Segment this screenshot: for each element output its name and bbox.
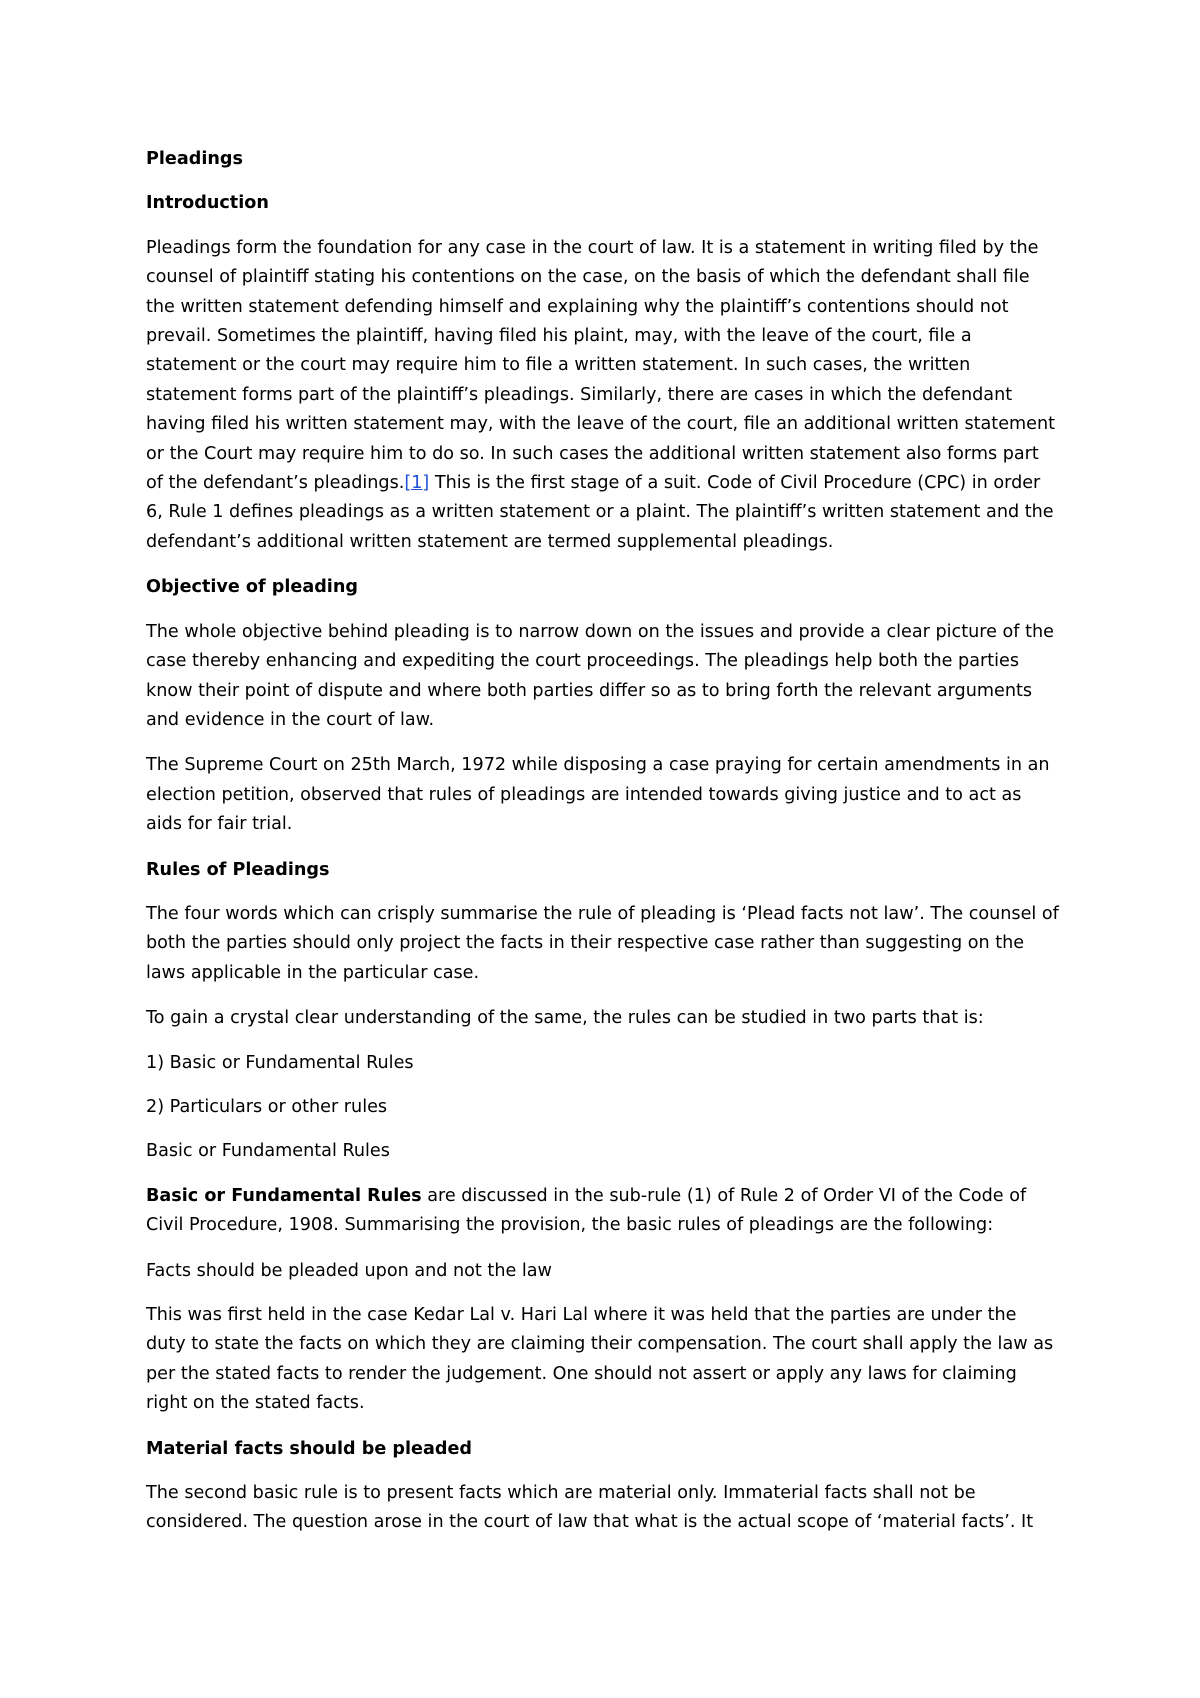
paragraph-basic-rules bbox=[146, 1182, 1061, 1241]
list-item-particulars: 2) Particulars or other rules bbox=[146, 1096, 388, 1117]
subheading-basic-rules: Basic or Fundamental Rules bbox=[146, 1141, 390, 1162]
basic-rules-text: are discussed in the sub-rule (1) of Rule 2 of Order VI of the Code of Civil Procedure, 1908. Summarising the provision, the basic rules of pleadings are the following: bbox=[146, 1185, 1027, 1236]
paragraph-material-facts: The second basic rule is to present facts which are material only. Immaterial facts shall not be considered. The question arose in the court of law that what is the actual scope of ‘material facts’. It bbox=[146, 1483, 1034, 1533]
document-title: Pleadings bbox=[146, 149, 243, 169]
introduction-text-part-2: This is the first stage of a suit. Code of Civil Procedure (CPC) in order 6, Rule 1 defines pleadings as a written statement or a plaint. The plaintiff’s written statement and the defendant’s additional written statement are termed supplemental pleadings. bbox=[146, 473, 1054, 552]
section-heading-introduction: Introduction bbox=[146, 193, 269, 214]
section-heading-objective: Objective of pleading bbox=[146, 577, 358, 598]
section-heading-rules: Rules of Pleadings bbox=[146, 859, 330, 880]
paragraph-introduction bbox=[146, 234, 1061, 557]
list-item-basic-rules: 1) Basic or Fundamental Rules bbox=[146, 1052, 414, 1073]
section-heading-material-facts: Material facts should be pleaded bbox=[146, 1438, 472, 1459]
basic-rules-bold-label: Basic or Fundamental Rules bbox=[146, 1185, 422, 1206]
paragraph-kedar-lal: This was first held in the case Kedar Lal v. Hari Lal where it was held that the parties are under the duty to state the facts on which they are claiming their compensation. The court shall apply the law as per the stated facts to render the judgement. One should not assert or apply any laws for claiming right on the stated facts. bbox=[146, 1305, 1054, 1414]
footnote-link[interactable]: [1] bbox=[404, 473, 430, 494]
paragraph-rules: The four words which can crisply summarise the rule of pleading is ‘Plead facts not law’. The counsel of both the parties should only project the facts in their respective case rather than suggesting on the laws applicable in the particular case. bbox=[146, 903, 1059, 983]
paragraph-two-parts: To gain a crystal clear understanding of the same, the rules can be studied in two parts that is: bbox=[146, 1008, 984, 1029]
introduction-text-part-1: Pleadings form the foundation for any case in the court of law. It is a statement in writing filed by the counsel of plaintiff stating his contentions on the case, on the basis of which the defendant shall file the written statement defending himself and explaining why the plaintiff’s contentions should not prevail. Sometimes the plaintiff, having filed his plaint, may, with the leave of the court, file a statement or the court may require him to file a written statement. In such cases, the written statement forms part of the plaintiff’s pleadings. Similarly, there are cases in which the defendant having filed his written statement may, with the leave of the court, file an additional written statement or the Court may require him to do so. In such cases the additional written statement also forms part of the defendant’s pleadings. bbox=[146, 237, 1056, 494]
document-body bbox=[146, 145, 1061, 1554]
rule-facts-not-law: Facts should be pleaded upon and not the law bbox=[146, 1260, 552, 1281]
paragraph-objective: The whole objective behind pleading is to narrow down on the issues and provide a clear picture of the case thereby enhancing and expediting the court proceedings. The pleadings help both the parties know their point of dispute and where both parties differ so as to bring forth the relevant arguments and evidence in the court of law. bbox=[146, 621, 1054, 730]
paragraph-supreme-court: The Supreme Court on 25th March, 1972 while disposing a case praying for certain amendments in an election petition, observed that rules of pleadings are intended towards giving justice and to act as aids for fair trial. bbox=[146, 755, 1050, 835]
